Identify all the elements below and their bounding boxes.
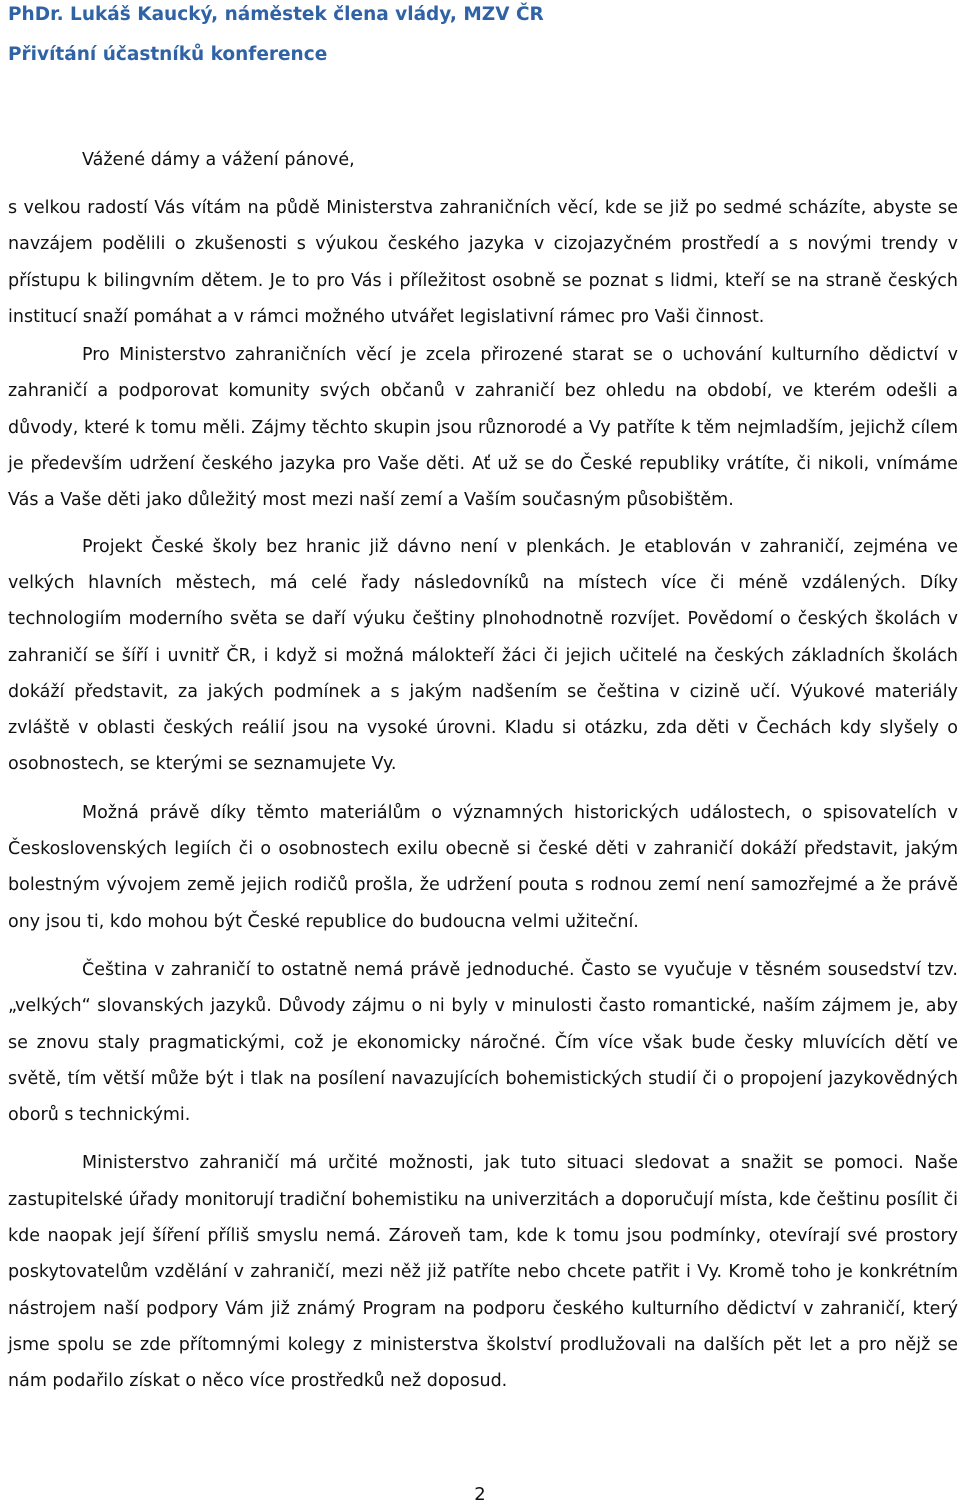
page-number: 2 xyxy=(474,1484,486,1505)
paragraph-1: s velkou radostí Vás vítám na půdě Ministerstva zahraničních věcí, kde se již po sedmé scházíte, abyste se navzájem podělili o zkušenosti s výukou českého jazyka v cizojazyčném prostředí a s novými trendy v přístupu k bilingvním dětem. Je to pro Vás i příležitost osobně se poznat s lidmi, kteří se na straně českých institucí snaží pomáhat a v rámci možného utvářet legislativní rámec pro Vaši činnost. xyxy=(8,198,958,327)
paragraph-6: Ministerstvo zahraničí má určité možnosti, jak tuto situaci sledovat a snažit se pomoci. Naše zastupitelské úřady monitorují tradiční bohemistiku na univerzitách a doporučují místa, kde češtinu posílit či kde naopak její šíření příliš smyslu nemá. Zároveň tam, kde k tomu jsou podmínky, otevírají své prostory poskytovatelům vzdělání v zahraničí, mezi něž již patříte nebo chcete patřit i Vy. Kromě toho je konkrétním nástrojem naší podpory Vám již známý Program na podporu českého kulturního dědictví v zahraničí, který jsme spolu se zde přítomnými kolegy z ministerstva školství prodlužovali na dalších pět let a pro nějž se nám podařilo získat o něco více prostředků než doposud. xyxy=(8,1153,958,1392)
paragraph-4: Možná právě díky těmto materiálům o významných historických událostech, o spisovatelích v Československých legiích či o osobnostech exilu obecně si české děti v zahraničí dokáží představit, jakým bolestným vývojem země jejich rodičů prošla, že udržení pouta s rodnou zemí není samozřejmé a že právě ony jsou ti, kdo mohou být České republice do budoucna velmi užiteční. xyxy=(8,802,958,932)
paragraph-5: Čeština v zahraničí to ostatně nemá právě jednoduché. Často se vyučuje v těsném sousedství tzv. „velkých“ slovanských jazyků. Důvody zájmu o ni byly v minulosti často romantické, naším zájmem je, aby se znovu staly pragmatickými, což je ekonomicky náročné. Čím více však bude česky mluvících dětí ve světě, tím větší může být i tlak na posílení navazujících bohemistických studií či o propojení jazykovědných oborů s technickými. xyxy=(8,959,958,1126)
paragraph-2: Pro Ministerstvo zahraničních věcí je zcela přirozené starat se o uchování kulturního dědictví v zahraničí a podporovat komunity svých občanů v zahraničí bez ohledu na období, ve kterém odešli a důvody, které k tomu měli. Zájmy těchto skupin jsou různorodé a Vy patříte k těm nejmladším, jejichž cílem je především udržení českého jazyka pro Vaše děti. Ať už se do České republiky vrátíte, či nikoli, vnímáme Vás a Vaše děti jako důležitý most mezi naší zemí a Vaším současným působištěm. xyxy=(8,345,958,511)
paragraph-3: Projekt České školy bez hranic již dávno není v plenkách. Je etablován v zahraničí, zejména ve velkých hlavních městech, má celé řady následovníků na místech více či méně vzdálených. Díky technologiím moderního světa se daří výuku češtiny plnohodnotně rozvíjet. Povědomí o českých školách v zahraničí se šíří i uvnitř ČR, i když si možná málokteří žáci či jejich učitelé na českých základních školách dokáží představit, za jakých podmínek a s jakým nadšením se čeština v cizině učí. Výukové materiály zvláště v oblasti českých reálií jsou na vysoké úrovni. Kladu si otázku, zda děti v Čechách kdy slyšely o osobnostech, se kterými se seznamujete Vy. xyxy=(8,536,958,775)
salutation: Vážené dámy a vážení pánové, xyxy=(82,150,355,170)
speaker-heading: PhDr. Lukáš Kaucký, náměstek člena vlády, MZV ČR xyxy=(8,4,544,25)
speech-body xyxy=(8,190,958,1400)
speech-title: Přivítání účastníků konference xyxy=(8,44,328,65)
